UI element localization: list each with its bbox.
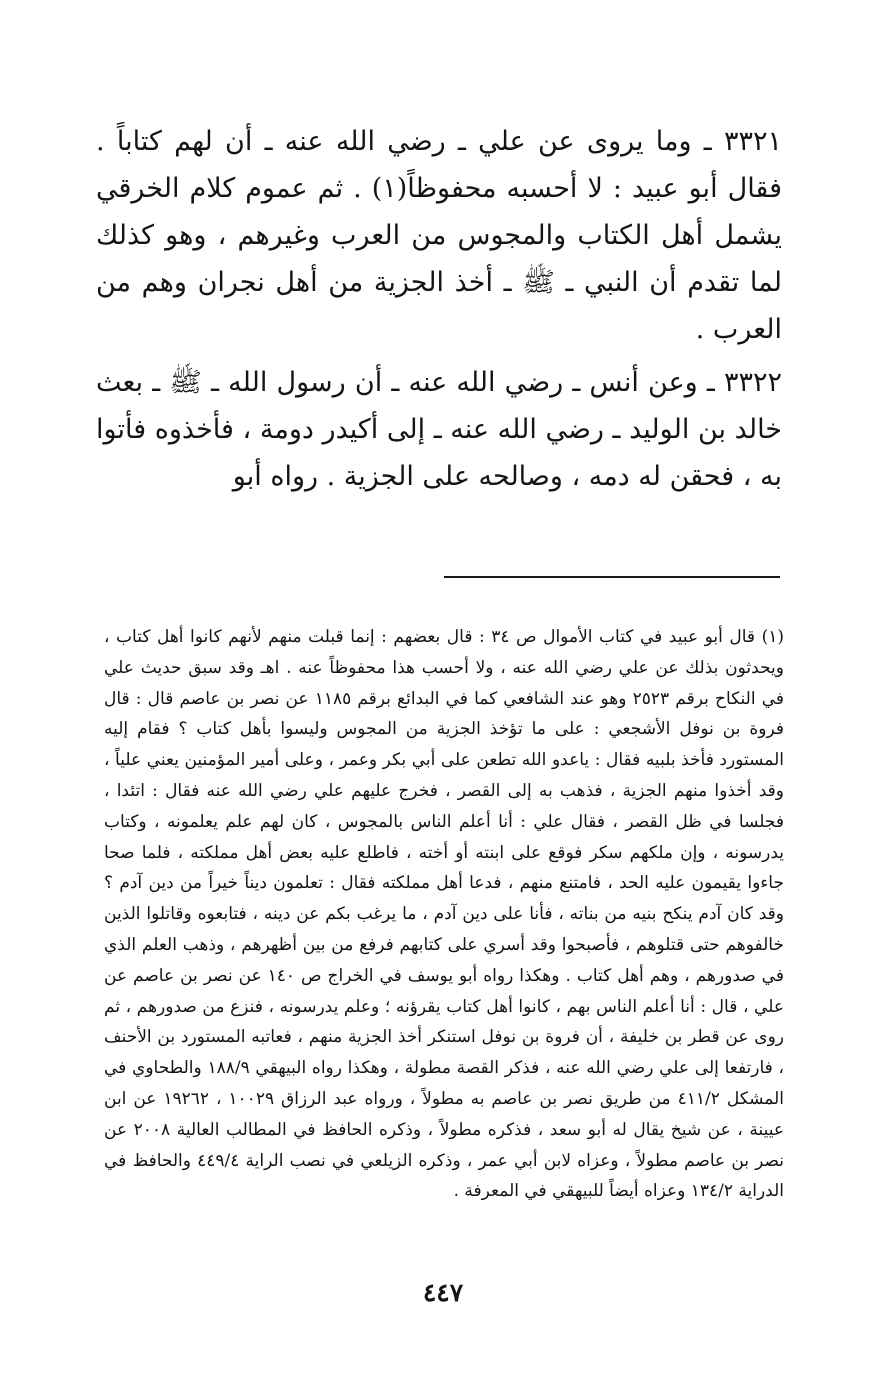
page-number: ٤٤٧ bbox=[422, 1278, 464, 1307]
entry-3321: ٣٣٢١ ـ وما يروى عن علي ـ رضي الله عنه ـ أن لهم كتاباً . فقال أبو عبيد : لا أحسبه محفوظاً(١) . ثم عموم كلام الخرقي يشمل أهل الكتاب والمجوس من العرب وغيرهم ، وهو كذلك لما تقدم أن النبي ـ ﷺ ـ أخذ الجزية من أهل نجران وهم من العرب . bbox=[96, 126, 782, 345]
entry-3322: ٣٣٢٢ ـ وعن أنس ـ رضي الله عنه ـ أن رسول الله ـ ﷺ ـ بعث خالد بن الوليد ـ رضي الله عنه ـ إلى أكيدر دومة ، فأخذوه فأتوا به ، فحقن له دمه ، وصالحه على الجزية . رواه أبو bbox=[96, 367, 782, 492]
footnote-divider bbox=[444, 576, 780, 578]
footnote bbox=[104, 622, 784, 1207]
footnote-text: (١) قال أبو عبيد في كتاب الأموال ص ٣٤ : قال بعضهم : إنما قبلت منهم لأنهم كانوا أهل كتاب ، ويحدثون بذلك عن علي رضي الله عنه ، ولا أحسب هذا محفوظاً عنه . اهـ وقد سبق حديث علي في النكاح برقم ٢٥٢٣ وهو عند الشافعي كما في البدائع برقم ١١٨٥ عن نصر بن عاصم قال : قال فروة بن نوفل الأشجعي : على ما تؤخذ الجزية من المجوس وليسوا بأهل كتاب ؟ فقام إليه المستورد فأخذ بلبيه فقال : ياعدو الله تطعن على أبي بكر وعمر ، وعلى أمير المؤمنين يعني علياً ، وقد أخذوا منهم الجزية ، فذهب به إلى القصر ، فخرج عليهم علي رضي الله عنه فقال : اتئدا ، فجلسا في ظل القصر ، فقال علي : أنا أعلم الناس بالمجوس ، كان لهم علم يعلمونه ، وكتاب يدرسونه ، وإن ملكهم سكر فوقع على ابنته أو أخته ، فاطلع عليه بعض أهل مملكته ، فلما صحا جاءوا يقيمون عليه الحد ، فامتنع منهم ، فدعا أهل مملكته فقال : تعلمون ديناً خيراً من دين آدم ؟ وقد كان آدم ينكح بنيه من بناته ، فأنا على دين آدم ، ما يرغب بكم عن دينه ، فتابعوه وقاتلوا الذين خالفوهم حتى قتلوهم ، فأصبحوا وقد أسري على كتابهم فرفع من بين أظهرهم ، وذهب العلم الذي في صدورهم ، وهم أهل كتاب . وهكذا رواه أبو يوسف في الخراج ص ١٤٠ عن نصر بن عاصم عن علي ، قال : أنا أعلم الناس بهم ، كانوا أهل كتاب يقرؤنه ؛ وعلم يدرسونه ، فنزع من صدورهم ، ثم روى عن قطر بن خليفة ، أن فروة بن نوفل استنكر أخذ الجزية منهم ، فعاتبه المستورد بن الأحنف ، فارتفعا إلى علي رضي الله عنه ، فذكر القصة مطولة ، وهكذا رواه البيهقي ١٨٨/٩ والطحاوي في المشكل ٤١١/٢ من طريق نصر بن عاصم به مطولاً ، ورواه عبد الرزاق ١٠٠٢٩ ، ١٩٢٦٢ عن ابن عيينة ، عن شيخ يقال له أبو سعد ، فذكره مطولاً ، وذكره الحافظ في المطالب العالية ٢٠٠٨ عن نصر بن عاصم مطولاً ، وعزاه لابن أبي عمر ، وذكره الزيلعي في نصب الراية ٤٤٩/٤ والحافظ في الدراية ١٣٤/٢ وعزاه أيضاً للبيهقي في المعرفة . bbox=[104, 627, 784, 1202]
main-text bbox=[96, 118, 782, 500]
